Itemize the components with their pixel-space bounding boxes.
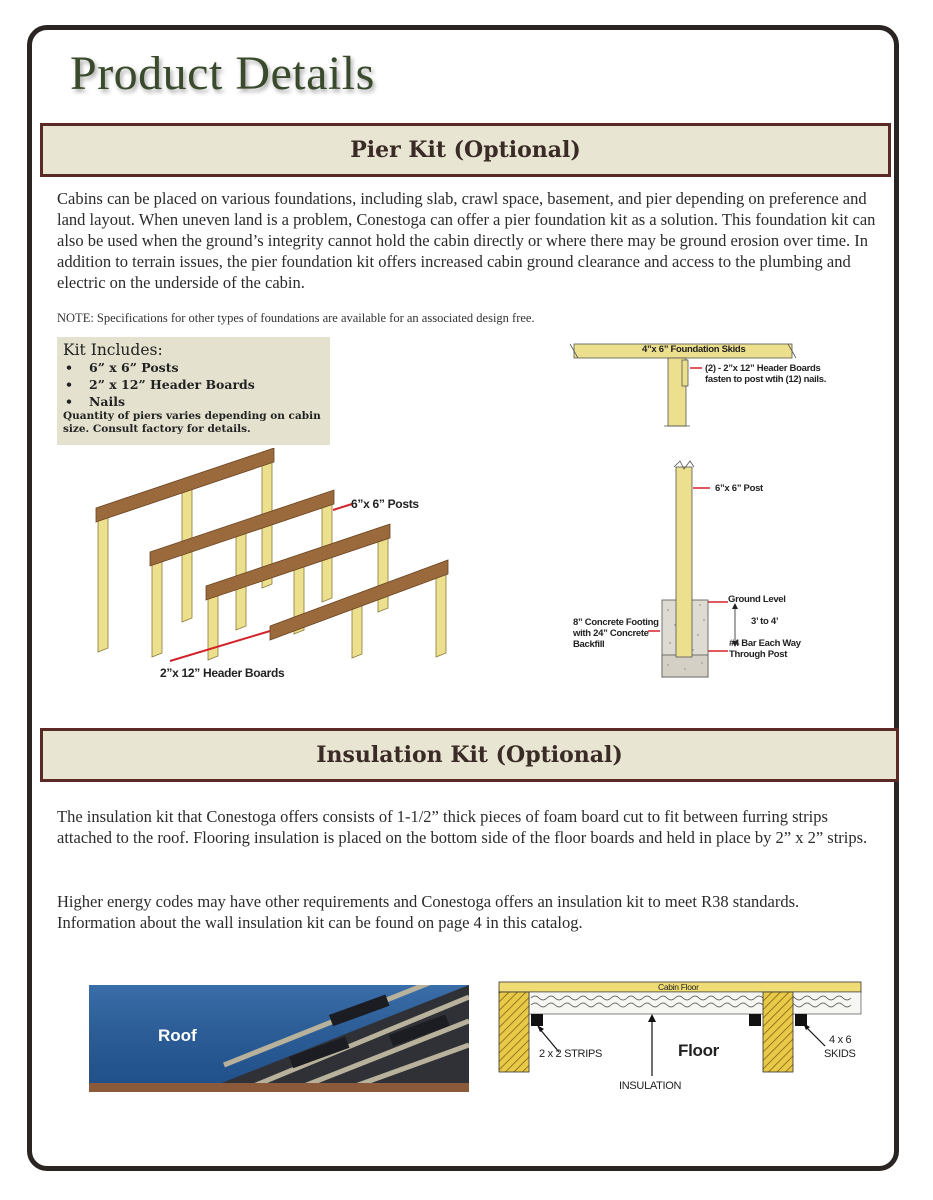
floor-label: Floor <box>678 1041 719 1060</box>
page-title: Product Details <box>70 47 375 100</box>
insulation-label: INSULATION <box>619 1080 682 1092</box>
ground-level-label: Ground Level <box>728 594 786 605</box>
list-item: • 6” x 6” Posts <box>65 360 179 375</box>
kit-includes-list <box>63 359 324 410</box>
post-label: 6”x 6” Post <box>715 483 763 494</box>
insulation-paragraph-1: The insulation kit that Conestoga offers consists of 1-1/2” thick pieces of foam board cut to fit between furring strips attached to the roof. Flooring insulation is placed on the bottom side of the floor boards and held in place by 2” x 2” strips. <box>57 807 868 847</box>
depth-label: 3’ to 4’ <box>751 616 779 627</box>
footing-label-1: 8” Concrete Footing <box>573 617 659 628</box>
pier-kit-paragraph: Cabins can be placed on various foundations, including slab, crawl space, basement, and pier depending on preference and land layout. When uneven land is a problem, Conestoga can offer a pier foundation kit as a solution. This foundation kit can also be used when the ground’s integrity cannot hold the cabin directly or where there may be ground erosion over time. In addition to terrain issues, the pier foundation kit offers increased cabin ground clearance and access to the plumbing and electric on the underside of the cabin. <box>57 189 876 292</box>
pier-kit-heading: Pier Kit (Optional) <box>350 137 581 163</box>
skids-size-label: 4 x 6 <box>829 1034 852 1046</box>
kit-includes-box <box>57 337 330 445</box>
skids-word-label: SKIDS <box>824 1048 856 1060</box>
kit-includes-heading: Kit Includes: <box>63 341 163 359</box>
header-note-2: fasten to post wtih (12) nails. <box>705 374 827 385</box>
pier-kit-banner <box>40 123 891 177</box>
insulation-paragraph-2: Higher energy codes may have other requirements and Conestoga offers an insulation kit to meet R38 standards. Information about the wall insulation kit can be found on page 4 in this catalog. <box>57 892 800 932</box>
skids-label: 4”x 6” Foundation Skids <box>642 344 746 355</box>
bar-label-2: Through Post <box>729 649 788 660</box>
roof-photo <box>89 985 469 1092</box>
bar-label-1: #4 Bar Each Way <box>729 638 801 649</box>
strips-label: 2 x 2 STRIPS <box>539 1048 603 1060</box>
floor-insulation-diagram <box>497 978 872 1096</box>
foundation-note: NOTE: Specifications for other types of foundations are available for an associated design free. <box>57 311 535 325</box>
insulation-kit-banner <box>40 728 899 782</box>
header-boards-label: 2”x 12” Header Boards <box>160 666 285 680</box>
list-item: • Nails <box>65 394 126 409</box>
cabin-floor-label: Cabin Floor <box>658 982 699 992</box>
pier-frame-diagram <box>90 448 470 693</box>
roof-label: Roof <box>158 1026 197 1045</box>
insulation-kit-heading: Insulation Kit (Optional) <box>316 742 623 768</box>
list-item: • 2” x 12” Header Boards <box>65 377 255 392</box>
kit-includes-footnote: Quantity of piers varies depending on cabin size. Consult factory for details. <box>63 410 321 435</box>
footing-label-3: Backfill <box>573 639 605 650</box>
header-note-1: (2) - 2”x 12” Header Boards <box>705 363 821 374</box>
posts-label: 6”x 6” Posts <box>351 497 419 511</box>
footing-label-2: with 24” Concrete <box>573 628 649 639</box>
